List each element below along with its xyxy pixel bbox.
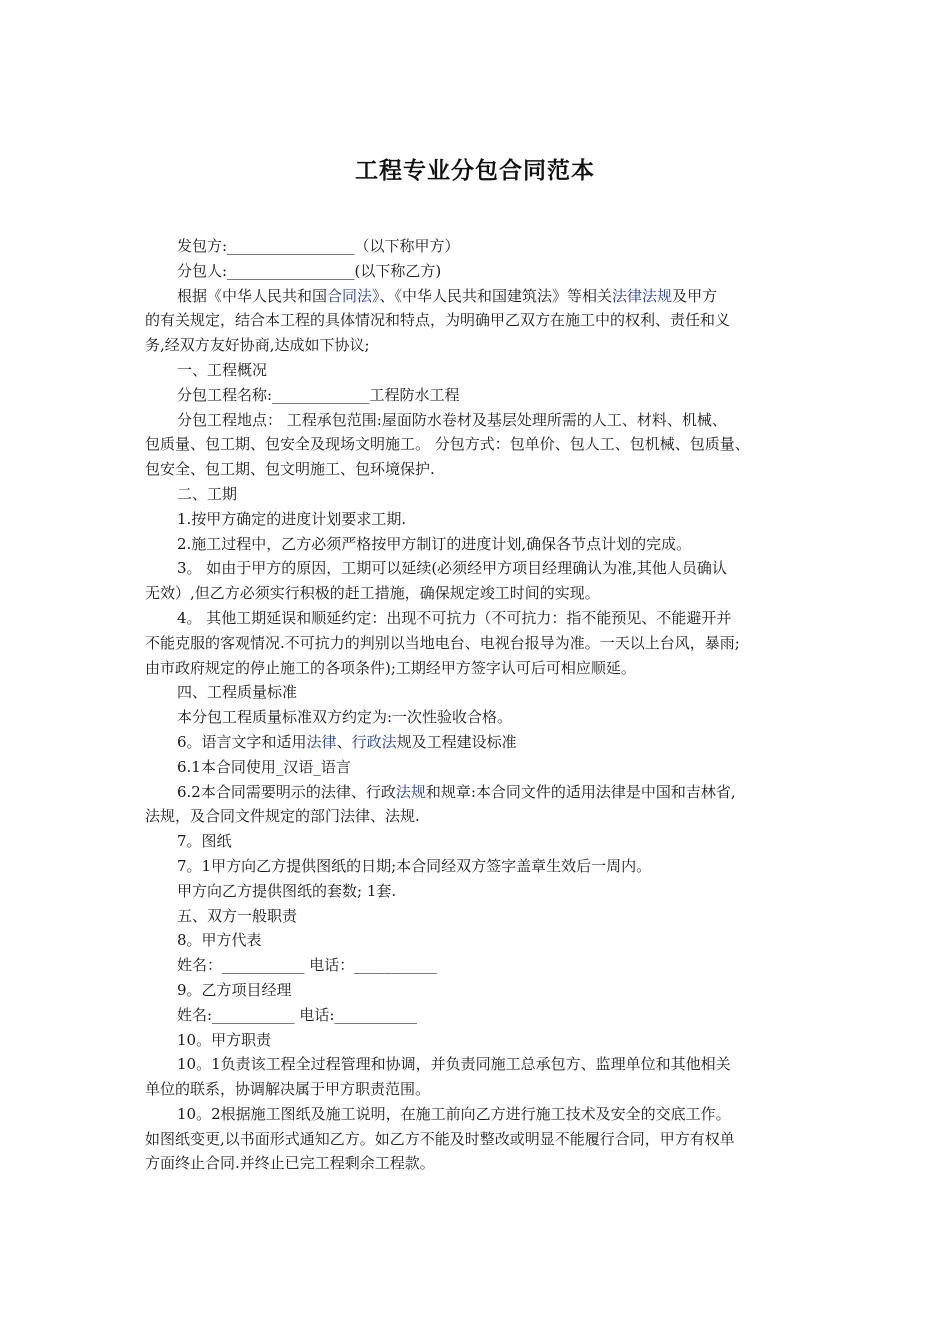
paragraph-line: 分包工程地点： 工程承包范围:屋面防水卷材及基层处理所需的人工、材料、机械、 — [177, 410, 727, 429]
law-link[interactable]: 法律 — [306, 732, 337, 751]
paragraph-line: 包质量、包工期、包安全及现场文明施工。 分包方式：包单价、包人工、包机械、包质量、 — [145, 435, 750, 454]
contract-law-link[interactable]: 合同法 — [327, 286, 373, 305]
paragraph-line: 务,经双方友好协商,达成如下协议; — [145, 336, 370, 355]
employer-line: 发包方:_________________（以下称甲方） — [177, 237, 460, 255]
paragraph-line: 6.1本合同使用_汉语_语言 — [177, 757, 351, 776]
paragraph-line: 方面终止合同.并终止已完工程剩余工程款。 — [145, 1154, 435, 1173]
paragraph-line: 7。1甲方向乙方提供图纸的日期;本合同经双方签字盖章生效后一周内。 — [177, 856, 652, 875]
paragraph-line: 6.2本合同需要明示的法律、行政法规和规章:本合同文件的适用法律是中国和吉林省, — [177, 782, 736, 801]
paragraph-line: 如图纸变更,以书面形式通知乙方。如乙方不能及时整改或明显不能履行合同，甲方有权单 — [145, 1129, 735, 1148]
paragraph-line: 姓名:___________ 电话:___________ — [177, 1005, 417, 1024]
clause-heading: 8。甲方代表 — [177, 931, 262, 950]
paragraph-line: 法规，及合同文件规定的部门法律、法规. — [145, 807, 420, 826]
document-title: 工程专业分包合同范本 — [355, 158, 595, 184]
paragraph-line: 2.施工过程中，乙方必须严格按甲方制订的进度计划,确保各节点计划的完成。 — [177, 534, 692, 553]
paragraph-line: 由市政府规定的停止施工的各项条件);工期经甲方签字认可后可相应顺延。 — [145, 658, 636, 677]
paragraph-line: 的有关规定，结合本工程的具体情况和特点，为明确甲乙双方在施工中的权利、责任和义 — [145, 311, 731, 330]
administrative-law-link[interactable]: 行政法 — [351, 732, 397, 751]
paragraph-line: 3。 如由于甲方的原因，工期可以延续(必须经甲方项目经理确认为准,其他人员确认 — [177, 559, 727, 578]
subcontractor-line: 分包人:_________________(以下称乙方) — [177, 261, 442, 280]
paragraph-line: 4。 其他工期延误和顺延约定：出现不可抗力（不可抗力：指不能预见、不能避开并 — [177, 608, 732, 627]
section-heading: 一、工程概况 — [177, 360, 268, 379]
section-heading: 五、双方一般职责 — [177, 906, 298, 925]
clause-heading: 10。甲方职责 — [177, 1030, 272, 1049]
preamble-line: 根据《中华人民共和国合同法》、《中华人民共和国建筑法》等相关法律法规及甲方 — [177, 286, 718, 305]
paragraph-line: 包安全、包工期、包文明施工、包环境保护. — [145, 460, 435, 479]
paragraph-line: 本分包工程质量标准双方约定为:一次性验收合格。 — [177, 708, 513, 727]
paragraph-line: 单位的联系，协调解决属于甲方职责范围。 — [145, 1080, 431, 1099]
clause-heading: 6。语言文字和适用法律、行政法规及工程建设标准 — [177, 732, 517, 751]
laws-regulations-link[interactable]: 法律法规 — [612, 286, 673, 305]
section-heading: 二、工期 — [177, 484, 238, 503]
paragraph-line: 10。2根据施工图纸及施工说明，在施工前向乙方进行施工技术及安全的交底工作。 — [177, 1104, 731, 1123]
paragraph-line: 分包工程名称:_____________工程防水工程 — [177, 385, 460, 404]
paragraph-line: 甲方向乙方提供图纸的套数; 1套. — [177, 881, 397, 900]
paragraph-line: 姓名：___________ 电话：___________ — [177, 956, 437, 975]
paragraph-line: 1.按甲方确定的进度计划要求工期. — [177, 509, 407, 528]
clause-heading: 9。乙方项目经理 — [177, 980, 292, 999]
document-body — [145, 234, 815, 1176]
paragraph-line: 不能克服的客观情况.不可抗力的判别以当地电台、电视台报导为准。一天以上台风，暴雨; — [145, 633, 740, 652]
section-heading: 四、工程质量标准 — [177, 683, 298, 702]
paragraph-line: 10。1负责该工程全过程管理和协调，并负责同施工总承包方、监理单位和其他相关 — [177, 1055, 731, 1074]
clause-heading: 7。图纸 — [177, 832, 232, 851]
regulations-link[interactable]: 法规 — [395, 782, 426, 801]
paragraph-line: 无效）,但乙方必须实行积极的赶工措施，确保规定竣工时间的实现。 — [145, 584, 600, 603]
